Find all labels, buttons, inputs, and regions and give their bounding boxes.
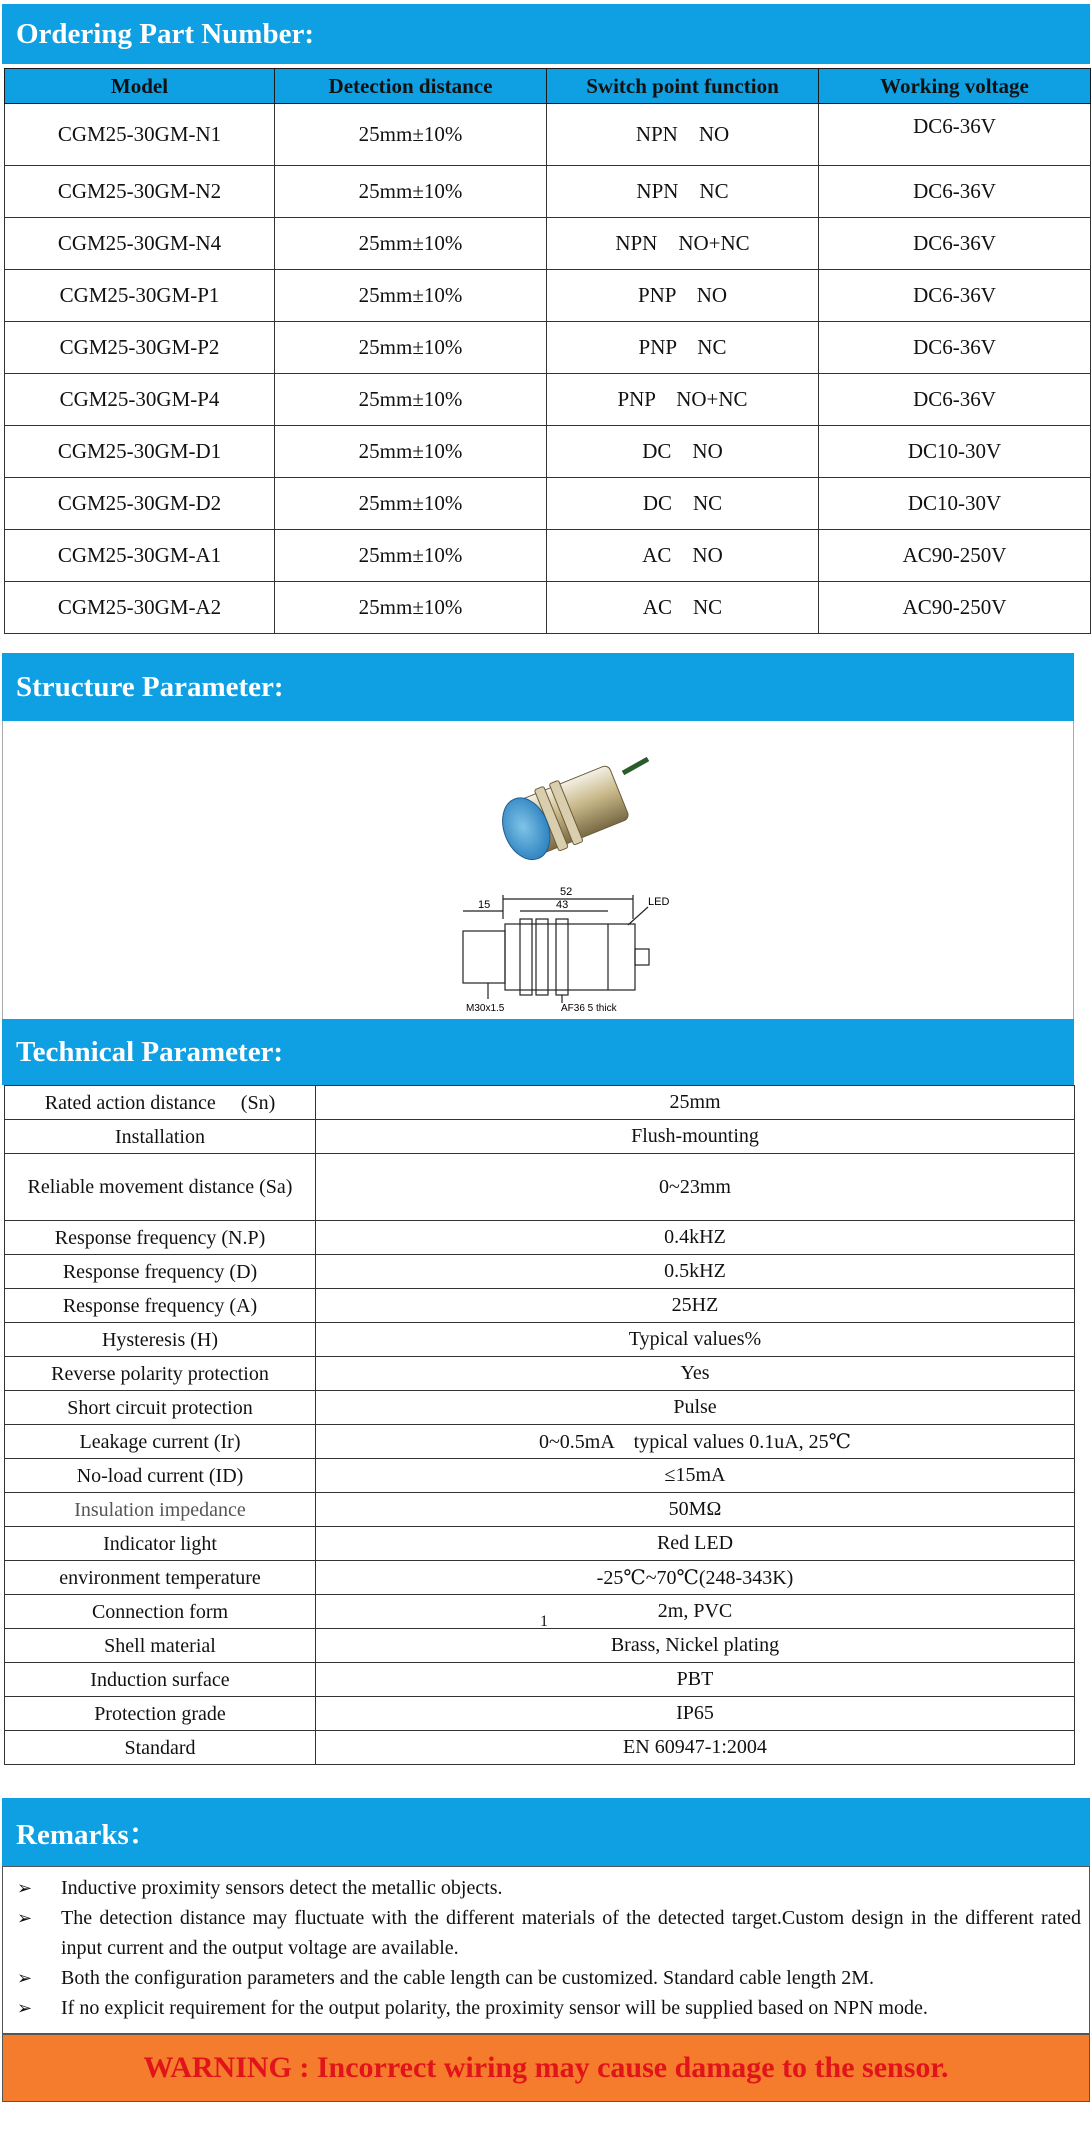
parameter-label: Insulation impedance: [5, 1493, 316, 1527]
parameter-label: Protection grade: [5, 1697, 316, 1731]
parameter-label: Hysteresis (H): [5, 1323, 316, 1357]
ordering-header-row: [5, 69, 1091, 104]
parameter-label: Induction surface: [5, 1663, 316, 1697]
thread-label: M30x1.5: [466, 1003, 505, 1014]
parameter-label: Response frequency (A): [5, 1289, 316, 1323]
ordering-section-title: [2, 4, 1090, 64]
parameter-label: Standard: [5, 1731, 316, 1765]
remark-text: Inductive proximity sensors detect the metallic objects.: [61, 1877, 503, 1899]
table-row: [5, 582, 1091, 634]
parameter-value: 25HZ: [316, 1289, 1075, 1323]
working-voltage-cell: DC6-36V: [819, 322, 1091, 374]
led-label: LED: [648, 896, 670, 908]
technical-table: [4, 1085, 1075, 1765]
table-row: [5, 1493, 1075, 1527]
parameter-value: Yes: [316, 1357, 1075, 1391]
parameter-value: 25mm: [316, 1086, 1075, 1120]
switch-function-cell: AC NC: [547, 582, 819, 634]
table-row: [5, 1357, 1075, 1391]
detection-distance-cell: 25mm±10%: [275, 270, 547, 322]
header-detection-distance: Detection distance: [275, 69, 547, 104]
parameter-value: -25℃~70℃(248-343K): [316, 1561, 1075, 1595]
parameter-value: EN 60947-1:2004: [316, 1731, 1075, 1765]
parameter-label: Response frequency (N.P): [5, 1221, 316, 1255]
table-row: [5, 1561, 1075, 1595]
table-row: [5, 374, 1091, 426]
detection-distance-cell: 25mm±10%: [275, 166, 547, 218]
table-row: [5, 530, 1091, 582]
ordering-title-text: Ordering Part Number:: [16, 17, 314, 50]
table-row: [5, 322, 1091, 374]
parameter-label: Connection form: [5, 1595, 316, 1629]
detection-distance-cell: 25mm±10%: [275, 582, 547, 634]
parameter-value: IP65: [316, 1697, 1075, 1731]
table-row: [5, 1663, 1075, 1697]
working-voltage-cell: DC10-30V: [819, 426, 1091, 478]
header-model: Model: [5, 69, 275, 104]
model-cell: CGM25-30GM-N4: [5, 218, 275, 270]
technical-section-title: [2, 1019, 1074, 1085]
list-item: [3, 1873, 1089, 1903]
model-cell: CGM25-30GM-A2: [5, 582, 275, 634]
switch-function-cell: DC NO: [547, 426, 819, 478]
warning-banner: [2, 2034, 1090, 2102]
switch-function-cell: PNP NC: [547, 322, 819, 374]
table-row: [5, 1629, 1075, 1663]
table-row: [5, 1697, 1075, 1731]
parameter-label: Short circuit protection: [5, 1391, 316, 1425]
table-row: [5, 1527, 1075, 1561]
model-cell: CGM25-30GM-D2: [5, 478, 275, 530]
structure-content: [2, 721, 1074, 1019]
table-row: [5, 104, 1091, 166]
dim-overall-label: 52: [560, 886, 573, 898]
detection-distance-cell: 25mm±10%: [275, 218, 547, 270]
page-number: 1: [540, 1613, 548, 1630]
remark-text: If no explicit requirement for the output polarity, the proximity sensor will be supplied based on NPN mode.: [61, 1997, 928, 2019]
parameter-value: Red LED: [316, 1527, 1075, 1561]
sensor-dimension-drawing: [458, 869, 698, 1019]
table-row: [5, 218, 1091, 270]
parameter-label: No-load current (ID): [5, 1459, 316, 1493]
detection-distance-cell: 25mm±10%: [275, 530, 547, 582]
list-item: [3, 1903, 1089, 1963]
working-voltage-cell: DC6-36V: [819, 104, 1091, 166]
switch-function-cell: DC NC: [547, 478, 819, 530]
switch-function-cell: NPN NC: [547, 166, 819, 218]
parameter-value: Brass, Nickel plating: [316, 1629, 1075, 1663]
parameter-label: Leakage current (Ir): [5, 1425, 316, 1459]
working-voltage-cell: DC6-36V: [819, 270, 1091, 322]
parameter-label: environment temperature: [5, 1561, 316, 1595]
parameter-value: 0~23mm: [316, 1154, 1075, 1221]
table-row: [5, 270, 1091, 322]
parameter-label: Indicator light: [5, 1527, 316, 1561]
parameter-value: PBT: [316, 1663, 1075, 1697]
model-cell: CGM25-30GM-N2: [5, 166, 275, 218]
table-row: [5, 1323, 1075, 1357]
parameter-label: Installation: [5, 1120, 316, 1154]
parameter-value: 50MΩ: [316, 1493, 1075, 1527]
table-row: [5, 1154, 1075, 1221]
table-row: [5, 1221, 1075, 1255]
detection-distance-cell: 25mm±10%: [275, 426, 547, 478]
table-row: [5, 1425, 1075, 1459]
parameter-label: Response frequency (D): [5, 1255, 316, 1289]
detection-distance-cell: 25mm±10%: [275, 104, 547, 166]
remarks-list: [2, 1866, 1090, 2034]
parameter-value: Typical values%: [316, 1323, 1075, 1357]
nut-label: AF36 5 thick: [561, 1003, 617, 1014]
model-cell: CGM25-30GM-P2: [5, 322, 275, 374]
parameter-label: Reliable movement distance (Sa): [5, 1154, 316, 1221]
detection-distance-cell: 25mm±10%: [275, 478, 547, 530]
remarks-section-title: [2, 1798, 1090, 1866]
table-row: [5, 1086, 1075, 1120]
table-row: [5, 1120, 1075, 1154]
bullet-arrow-icon: ➢: [17, 1878, 33, 1898]
working-voltage-cell: AC90-250V: [819, 582, 1091, 634]
model-cell: CGM25-30GM-D1: [5, 426, 275, 478]
working-voltage-cell: DC6-36V: [819, 166, 1091, 218]
model-cell: CGM25-30GM-N1: [5, 104, 275, 166]
working-voltage-cell: DC10-30V: [819, 478, 1091, 530]
remark-text: Both the configuration parameters and the cable length can be customized. Standard cable length 2M.: [61, 1967, 875, 1989]
parameter-label: Rated action distance (Sn): [5, 1086, 316, 1120]
switch-function-cell: PNP NO: [547, 270, 819, 322]
list-item: [3, 1993, 1089, 2023]
parameter-label: Shell material: [5, 1629, 316, 1663]
switch-function-cell: PNP NO+NC: [547, 374, 819, 426]
model-cell: CGM25-30GM-P1: [5, 270, 275, 322]
working-voltage-cell: DC6-36V: [819, 374, 1091, 426]
dim-body-label: 43: [556, 899, 569, 911]
technical-title-text: Technical Parameter:: [16, 1035, 284, 1068]
working-voltage-cell: DC6-36V: [819, 218, 1091, 270]
parameter-value: ≤15mA: [316, 1459, 1075, 1493]
switch-function-cell: NPN NO+NC: [547, 218, 819, 270]
header-switch-point-function: Switch point function: [547, 69, 819, 104]
table-row: [5, 478, 1091, 530]
dim-front-label: 15: [478, 899, 491, 911]
switch-function-cell: AC NO: [547, 530, 819, 582]
ordering-table: [4, 68, 1091, 634]
table-row: [5, 1289, 1075, 1323]
table-row: [5, 166, 1091, 218]
bullet-arrow-icon: ➢: [17, 1908, 33, 1928]
warning-text: WARNING : Incorrect wiring may cause damage to the sensor.: [143, 2051, 949, 2084]
structure-section-title: [2, 653, 1074, 721]
model-cell: CGM25-30GM-P4: [5, 374, 275, 426]
parameter-value: 0.5kHZ: [316, 1255, 1075, 1289]
header-working-voltage: Working voltage: [819, 69, 1091, 104]
detection-distance-cell: 25mm±10%: [275, 374, 547, 426]
detection-distance-cell: 25mm±10%: [275, 322, 547, 374]
parameter-label: Reverse polarity protection: [5, 1357, 316, 1391]
parameter-value: Flush-mounting: [316, 1120, 1075, 1154]
table-row: [5, 1459, 1075, 1493]
table-row: [5, 426, 1091, 478]
structure-title-text: Structure Parameter:: [16, 670, 284, 703]
parameter-value: 2m, PVC: [316, 1595, 1075, 1629]
table-row: [5, 1731, 1075, 1765]
parameter-value: 0~0.5mA typical values 0.1uA, 25℃: [316, 1425, 1075, 1459]
remarks-title-text: Remarks：: [16, 1818, 158, 1851]
bullet-arrow-icon: ➢: [17, 1968, 33, 1988]
model-cell: CGM25-30GM-A1: [5, 530, 275, 582]
table-row: [5, 1391, 1075, 1425]
list-item: [3, 1963, 1089, 1993]
remark-text: The detection distance may fluctuate with the different materials of the detected target.Custom design in the different rated input current and the output voltage are available.: [61, 1907, 1081, 1959]
bullet-arrow-icon: ➢: [17, 1998, 33, 2018]
sensor-product-image: [483, 741, 663, 871]
parameter-value: 0.4kHZ: [316, 1221, 1075, 1255]
parameter-value: Pulse: [316, 1391, 1075, 1425]
working-voltage-cell: AC90-250V: [819, 530, 1091, 582]
table-row: [5, 1255, 1075, 1289]
switch-function-cell: NPN NO: [547, 104, 819, 166]
